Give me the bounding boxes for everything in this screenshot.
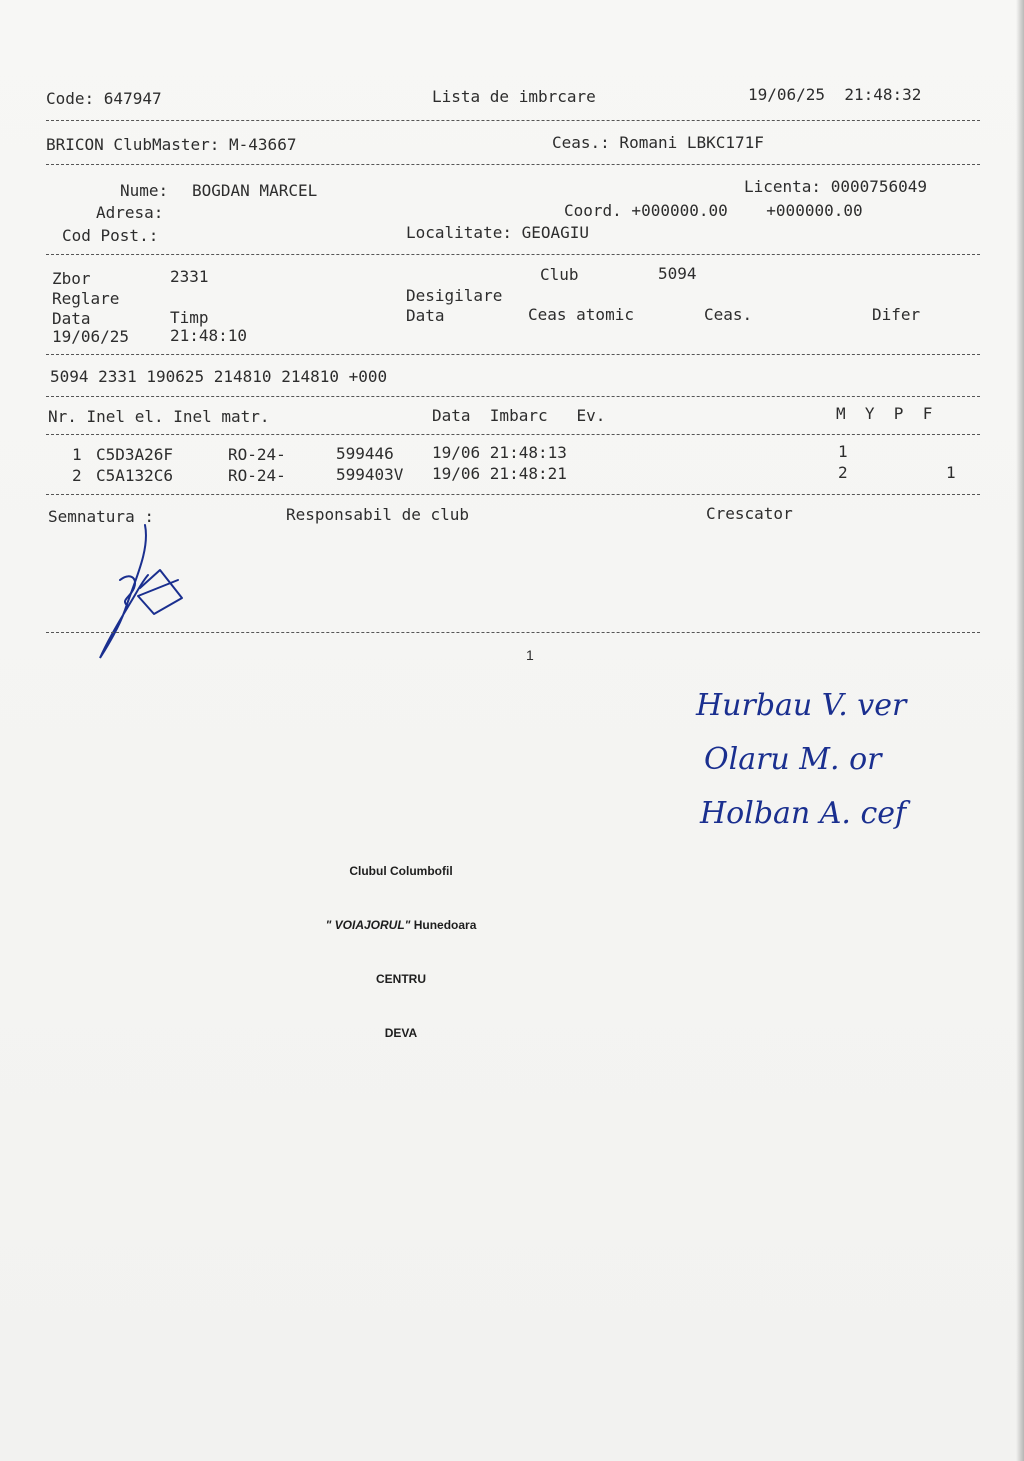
row-ring-number: 599446	[336, 444, 404, 463]
difer-label: Difer	[872, 305, 921, 324]
divider	[46, 254, 980, 255]
postcode-label: Cod Post.:	[62, 226, 159, 245]
row-timestamp: 19/06 21:48:21	[432, 464, 567, 483]
club-label: Club	[540, 265, 579, 284]
data-label-2: Data	[406, 306, 445, 325]
row-nr: 1	[72, 445, 82, 464]
row-m: 2	[838, 463, 848, 482]
row-f: 1	[946, 463, 956, 482]
stamp-city: Hunedoara	[410, 918, 477, 932]
divider	[46, 396, 980, 397]
header-datetime: 19/06/25 21:48:32	[748, 85, 922, 104]
page-number: 1	[526, 647, 534, 663]
timp-label: Timp	[170, 308, 209, 327]
reglare-time: 21:48:10	[170, 326, 248, 345]
coordinates: Coord. +000000.00 +000000.00	[564, 201, 863, 220]
club-stamp	[286, 826, 516, 1078]
data-label: Data	[52, 309, 91, 328]
divider	[46, 354, 980, 355]
divider	[46, 632, 980, 633]
row-m: 1	[838, 442, 848, 461]
zbor-value: 2331	[170, 267, 209, 286]
reglare-date: 19/06/25	[52, 327, 130, 346]
stamp-line-1: Clubul Columbofil	[349, 864, 453, 878]
handwritten-line-3: Holban A. cef	[700, 796, 907, 831]
handwritten-line-1: Hurbau V. ver	[696, 688, 907, 723]
row-ring-number: 599403V	[336, 465, 404, 484]
responsabil-label: Responsabil de club	[286, 505, 470, 524]
summary-code-line: 5094 2331 190625 214810 214810 +000	[50, 367, 388, 386]
address-label: Adresa:	[96, 203, 164, 222]
divider	[46, 494, 980, 495]
stamp-club-name: " VOIAJORUL"	[325, 918, 411, 932]
table-header-right: M Y P F	[836, 404, 933, 423]
row-timestamp: 19/06 21:48:13	[432, 443, 567, 462]
clock-id: Ceas.: Romani LBKC171F	[552, 133, 764, 152]
club-value: 5094	[658, 264, 697, 283]
divider	[46, 120, 980, 121]
crescator-label: Crescator	[706, 504, 793, 523]
row-electronic-ring: C5A132C6	[96, 466, 174, 485]
divider	[46, 164, 980, 165]
row-nr: 2	[72, 466, 82, 485]
divider	[46, 434, 980, 435]
code-label: Code: 647947	[46, 89, 162, 108]
ceas-atomic-label: Ceas atomic	[528, 305, 634, 324]
license-number: Licenta: 0000756049	[744, 177, 928, 196]
desigilare-label: Desigilare	[406, 286, 503, 305]
semnatura-label: Semnatura :	[48, 507, 154, 526]
table-header-mid: Data Imbarc Ev.	[432, 406, 606, 425]
stamp-line-2	[286, 916, 516, 934]
owner-name: BOGDAN MARCEL	[192, 181, 318, 200]
locality: Localitate: GEOAGIU	[406, 223, 590, 242]
row-ring-prefix: RO-24-	[228, 466, 286, 485]
stamp-line-4: DEVA	[384, 1026, 418, 1040]
row-ring-prefix: RO-24-	[228, 445, 286, 464]
row-electronic-ring: C5D3A26F	[96, 445, 174, 464]
signature-scribble-icon	[90, 520, 200, 670]
page-edge-shadow	[1016, 0, 1024, 1461]
table-header-left: Nr. Inel el. Inel matr.	[48, 407, 270, 426]
reglare-label: Reglare	[52, 289, 120, 308]
stamp-line-3: CENTRU	[376, 972, 426, 986]
handwritten-line-2: Olaru M. or	[704, 742, 882, 777]
zbor-label: Zbor	[52, 269, 91, 288]
document-title: Lista de imbrcare	[432, 87, 596, 106]
ceas-label: Ceas.	[704, 305, 753, 324]
clubmaster-id: BRICON ClubMaster: M-43667	[46, 135, 297, 154]
name-label: Nume:	[120, 181, 169, 200]
